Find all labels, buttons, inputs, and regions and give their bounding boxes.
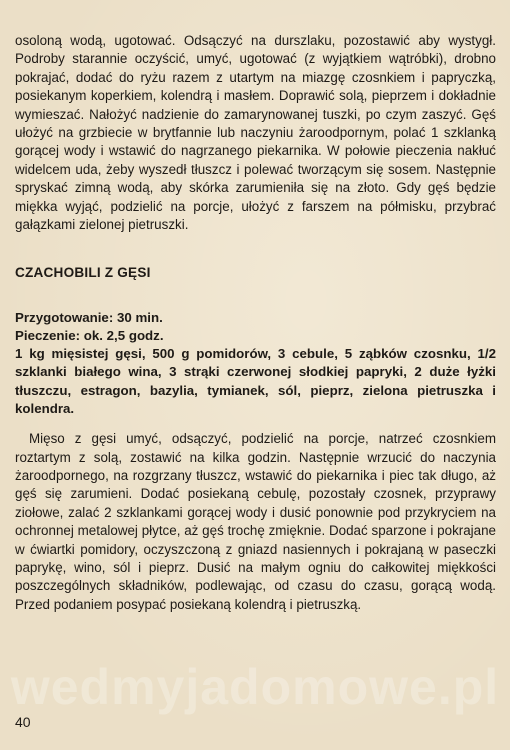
recipe-title: CZACHOBILI Z GĘSI — [15, 265, 151, 281]
baking-time: Pieczenie: ok. 2,5 godz. — [15, 328, 164, 344]
method-paragraph: Mięso z gęsi umyć, odsączyć, podzielić na porcje, natrzeć czosnkiem roztartym z solą, zostawić na kilka godzin. Następnie wrzucić do naczynia żaroodpornego, na rozgrzany tłuszcz, wstawić do piekarnika i piec tak długo, aż gęś się zarumieni. Dodać posiekaną cebulę, pozostały czosnek, przyprawy ziołowe, zalać 2 szklankami gorącej wody i dusić ponownie pod przykryciem na ochronnej metalowej płytce, aż gęś trochę zmięknie. Dodać sparzone i pokrajane w ćwiartki pomidory, oczyszczoną z gniazd nasiennych i pokrajaną w paseczki paprykę, wino, sól i pieprz. Dusić na małym ogniu do całkowitej miękkości poszczególnych składników, podlewając, od czasu do czasu, gorącą wodą. Przed podaniem posypać posiekaną kolendrą i pietruszką. — [15, 431, 496, 612]
preparation-time: Przygotowanie: 30 min. — [15, 309, 163, 325]
page-number: 40 — [15, 714, 31, 730]
page-content — [15, 32, 496, 614]
intro-paragraph: osoloną wodą, ugotować. Odsączyć na durszlaku, pozostawić aby wystygł. Podroby starannie oczyścić, umyć, ugotować (z wyjątkiem wątróbki), drobno pokrajać, dodać do ryżu razem z utartym na miazgę czosnkiem i papryczką, posiekanym koperkiem, kolendrą i masłem. Doprawić solą, pieprzem i dokładnie wymieszać. Nałożyć nadzienie do zamarynowanej tuszki, po czym zaszyć. Gęś ułożyć na grzbiecie w brytfannie lub naczyniu żaroodpornym, polać 1 szklanką gorącej wody i wstawić do nagrzanego piekarnika. W połowie pieczenia nakłuć widelcem uda, żeby wyszedł tłuszcz i polewać tworzącym się sosem. Następnie spryskać zimną wodą, aby skórka zarumieniła się na złoto. Gdy gęś będzie miękka wyjąć, podzielić na porcje, ułożyć z farszem na półmisku, przybrać gałązkami zielonej pietruszki. — [15, 33, 496, 233]
recipe-details — [15, 309, 496, 418]
ingredients-list: 1 kg mięsistej gęsi, 500 g pomidorów, 3 cebule, 5 ząbków czosnku, 1/2 szklanki białego wina, 3 strąki czerwonej słodkiej papryki, 2 duże łyżki tłuszczu, estragon, bazylia, tymianek, sól, pieprz, zielona pietruszka i kolendra. — [15, 346, 496, 416]
watermark: wedmyjadomowe.pl — [10, 659, 500, 715]
